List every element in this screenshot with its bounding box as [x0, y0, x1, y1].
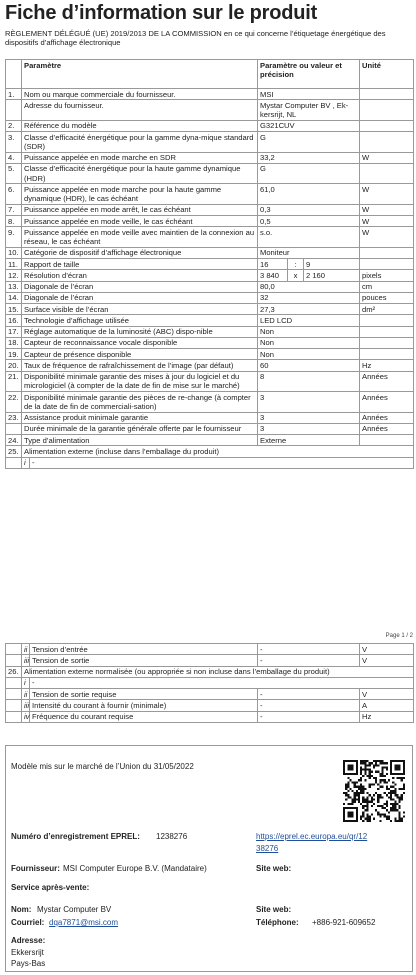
sub-value: - — [258, 700, 360, 711]
address-label: Adresse: — [11, 936, 46, 945]
row-unit — [360, 89, 414, 100]
empty-cell — [6, 457, 22, 468]
sub-label: Tension d’entrée — [30, 644, 258, 655]
row-value: 3 — [258, 412, 360, 423]
product-info-table — [5, 59, 414, 469]
row-unit — [360, 337, 414, 348]
row-value: G — [258, 132, 360, 153]
row-label: Classe d’efficacité énergétique pour la gamme dyna-mique standard (SDR) — [22, 132, 258, 153]
row-label: Type d’alimentation — [22, 435, 258, 446]
row-unit — [360, 315, 414, 326]
row-unit: Années — [360, 371, 414, 392]
row-number: 13. — [6, 281, 22, 292]
eprel-number: 1238276 — [156, 832, 188, 841]
header-value: Paramètre ou valeur et précision — [258, 60, 360, 89]
website-label-1: Site web: — [256, 864, 292, 873]
name-value: Mystar Computer BV — [37, 905, 112, 914]
qr-code-icon — [343, 760, 405, 822]
row-label: Adresse du fournisseur. — [22, 100, 258, 121]
row-label: Résolution d’écran — [22, 270, 258, 281]
row-value: G321CUV — [258, 120, 360, 131]
table-row — [6, 132, 414, 153]
eprel-label: Numéro d’enregistrement EPREL: — [11, 832, 140, 841]
table-row — [6, 152, 414, 163]
table-row — [6, 259, 414, 270]
row-number: 12. — [6, 270, 22, 281]
row-value: 27,3 — [258, 304, 360, 315]
email-link[interactable]: dqa7871@msi.com — [49, 918, 119, 927]
row-label: Référence du modèle — [22, 120, 258, 131]
row-value-2: 2 160 — [304, 270, 360, 281]
product-info-table-continued — [5, 643, 414, 723]
empty-cell — [6, 644, 22, 655]
eprel-link-cont[interactable]: 38276 — [256, 844, 279, 853]
page-title: Fiche d’information sur le produit — [5, 2, 318, 24]
row-label: Technologie d’affichage utilisée — [22, 315, 258, 326]
row-label: Surface visible de l’écran — [22, 304, 258, 315]
sub-value: - — [258, 655, 360, 666]
row-unit — [360, 247, 414, 258]
sub-roman: ii — [22, 644, 30, 655]
row-value: LED LCD — [258, 315, 360, 326]
page-number: Page 1 / 2 — [385, 633, 413, 639]
row-number: 4. — [6, 152, 22, 163]
table-row — [6, 435, 414, 446]
row-label: Durée minimale de la garantie générale offerte par le fournisseur — [22, 423, 258, 434]
row-label: Alimentation externe normalisée (ou appropriée si non incluse dans l’emballage du produit) — [22, 666, 414, 677]
row-number: 26. — [6, 666, 22, 677]
table-row — [6, 163, 414, 184]
table-row — [6, 644, 414, 655]
row-unit — [360, 259, 414, 270]
row-label: Disponibilité minimale garantie des mises à jour du logiciel et du micrologiciel (à compter de la date de fin de mise sur le marché) — [22, 371, 258, 392]
row-number: 24. — [6, 435, 22, 446]
address-line-2: Pays-Bas — [11, 959, 46, 968]
row-unit: pixels — [360, 270, 414, 281]
table-row — [6, 349, 414, 360]
header-param: Paramètre — [22, 60, 258, 89]
table-row — [6, 227, 414, 248]
row-number: 20. — [6, 360, 22, 371]
table-row — [6, 326, 414, 337]
row-unit: dm² — [360, 304, 414, 315]
row-unit: W — [360, 216, 414, 227]
row-unit — [360, 349, 414, 360]
row-number: 11. — [6, 259, 22, 270]
row-label: Assistance produit minimale garantie — [22, 412, 258, 423]
row-label: Nom ou marque commerciale du fournisseur. — [22, 89, 258, 100]
row-value: 3 — [258, 392, 360, 413]
empty-cell — [6, 700, 22, 711]
row-unit: cm — [360, 281, 414, 292]
row-value: 60 — [258, 360, 360, 371]
supplier-info-section — [5, 745, 413, 972]
row-unit: W — [360, 152, 414, 163]
sub-unit: Hz — [360, 711, 414, 722]
row-value: Externe — [258, 435, 360, 446]
row-number: 7. — [6, 204, 22, 215]
row-value-1: 16 — [258, 259, 288, 270]
sub-unit: V — [360, 655, 414, 666]
row-value: 61,0 — [258, 184, 360, 205]
row-value: 8 — [258, 371, 360, 392]
row-separator: : — [288, 259, 304, 270]
row-value: 80,0 — [258, 281, 360, 292]
market-date: Modèle mis sur le marché de l’Union du 31/05/2022 — [11, 762, 194, 771]
row-value: MSI — [258, 89, 360, 100]
row-unit — [360, 435, 414, 446]
after-sales-label: Service après-vente: — [11, 883, 90, 892]
table-row — [6, 247, 414, 258]
table-row — [6, 216, 414, 227]
row-number: 16. — [6, 315, 22, 326]
row-value: G — [258, 163, 360, 184]
row-label: Capteur de présence disponible — [22, 349, 258, 360]
row-value: s.o. — [258, 227, 360, 248]
table-row — [6, 270, 414, 281]
row-label: Puissance appelée en mode veille avec maintien de la connexion au réseau, le cas échéant — [22, 227, 258, 248]
table-row — [6, 446, 414, 457]
table-row — [6, 711, 414, 722]
eprel-link[interactable]: https://eprel.ec.europa.eu/qr/12 — [256, 832, 368, 841]
row-value: 32 — [258, 292, 360, 303]
phone-value: +886-921-609652 — [312, 918, 376, 927]
row-number: 15. — [6, 304, 22, 315]
sub-roman: iii — [22, 700, 30, 711]
table-row — [6, 423, 414, 434]
sub-value: - — [30, 457, 414, 468]
row-unit: W — [360, 184, 414, 205]
sub-roman: iv — [22, 711, 30, 722]
row-value: Moniteur — [258, 247, 360, 258]
row-number: 25. — [6, 446, 22, 457]
row-label: Catégorie de dispositif d’affichage électronique — [22, 247, 258, 258]
empty-cell — [6, 655, 22, 666]
table-row — [6, 204, 414, 215]
table-row — [6, 392, 414, 413]
table-header-row — [6, 60, 414, 89]
row-unit — [360, 326, 414, 337]
sub-value: - — [258, 644, 360, 655]
sub-label: Fréquence du courant requise — [30, 711, 258, 722]
table-row — [6, 360, 414, 371]
row-unit — [360, 100, 414, 121]
row-unit — [360, 132, 414, 153]
row-label: Puissance appelée en mode marche pour la haute gamme dynamique (HDR), le cas échéant — [22, 184, 258, 205]
sub-roman: ii — [22, 689, 30, 700]
empty-cell — [6, 711, 22, 722]
row-unit: W — [360, 227, 414, 248]
row-unit: W — [360, 204, 414, 215]
sub-label: - — [30, 677, 414, 688]
sub-roman: iii — [22, 655, 30, 666]
table-row — [6, 89, 414, 100]
row-number: 5. — [6, 163, 22, 184]
empty-cell — [6, 689, 22, 700]
row-unit — [360, 120, 414, 131]
sub-value: - — [258, 689, 360, 700]
table-row — [6, 457, 414, 468]
row-unit: Années — [360, 392, 414, 413]
table-row — [6, 412, 414, 423]
row-unit — [360, 163, 414, 184]
row-unit: Années — [360, 423, 414, 434]
address-line-1: Ekkersrijt — [11, 948, 44, 957]
row-number: 3. — [6, 132, 22, 153]
row-unit: pouces — [360, 292, 414, 303]
regulation-text: RÈGLEMENT DÉLÉGUÉ (UE) 2019/2013 DE LA COMMISSION en ce qui concerne l’étiquetage énergétique des dispositifs d’affichage électronique — [5, 29, 386, 48]
row-label: Disponibilité minimale garantie des pièces de re-change (à compter de la date de fin de commerciali-sation) — [22, 392, 258, 413]
row-number — [6, 100, 22, 121]
table-row — [6, 666, 414, 677]
sub-roman: i — [22, 677, 30, 688]
row-label: Puissance appelée en mode veille, le cas échéant — [22, 216, 258, 227]
table-row — [6, 281, 414, 292]
sub-unit: V — [360, 644, 414, 655]
table-row — [6, 292, 414, 303]
row-label: Réglage automatique de la luminosité (ABC) dispo-nible — [22, 326, 258, 337]
row-value: Non — [258, 326, 360, 337]
table-row — [6, 315, 414, 326]
row-label: Puissance appelée en mode arrêt, le cas échéant — [22, 204, 258, 215]
table-row — [6, 689, 414, 700]
row-value: 33,2 — [258, 152, 360, 163]
table-row — [6, 120, 414, 131]
sub-label: Intensité du courant à fournir (minimale) — [30, 700, 258, 711]
row-number: 9. — [6, 227, 22, 248]
phone-label: Téléphone: — [256, 918, 299, 927]
row-number: 1. — [6, 89, 22, 100]
table-row — [6, 100, 414, 121]
table-row — [6, 371, 414, 392]
table-row — [6, 677, 414, 688]
row-value: 3 — [258, 423, 360, 434]
row-number — [6, 423, 22, 434]
row-separator: x — [288, 270, 304, 281]
row-number: 21. — [6, 371, 22, 392]
sub-roman: i — [22, 457, 30, 468]
row-number: 2. — [6, 120, 22, 131]
table-row — [6, 337, 414, 348]
row-number: 18. — [6, 337, 22, 348]
row-number: 6. — [6, 184, 22, 205]
row-unit: Années — [360, 412, 414, 423]
row-value: 0,3 — [258, 204, 360, 215]
sub-label: Tension de sortie — [30, 655, 258, 666]
row-label: Taux de fréquence de rafraîchissement de l’image (par défaut) — [22, 360, 258, 371]
table-row — [6, 655, 414, 666]
row-label: Capteur de reconnaissance vocale disponible — [22, 337, 258, 348]
row-value: Non — [258, 337, 360, 348]
supplier-label: Fournisseur: — [11, 864, 60, 873]
sub-value: - — [258, 711, 360, 722]
row-number: 22. — [6, 392, 22, 413]
row-label: Classe d’efficacité énergétique pour la haute gamme dynamique (HDR) — [22, 163, 258, 184]
row-unit: Hz — [360, 360, 414, 371]
empty-cell — [6, 677, 22, 688]
row-number: 14. — [6, 292, 22, 303]
sub-unit: A — [360, 700, 414, 711]
row-value-2: 9 — [304, 259, 360, 270]
sub-unit: V — [360, 689, 414, 700]
email-label: Courriel: — [11, 918, 45, 927]
row-number: 17. — [6, 326, 22, 337]
table-row — [6, 700, 414, 711]
row-label: Diagonale de l’écran — [22, 292, 258, 303]
name-label: Nom: — [11, 905, 32, 914]
header-unit: Unité — [360, 60, 414, 89]
row-value: 0,5 — [258, 216, 360, 227]
row-number: 8. — [6, 216, 22, 227]
row-number: 10. — [6, 247, 22, 258]
row-number: 19. — [6, 349, 22, 360]
website-label-2: Site web: — [256, 905, 292, 914]
table-row — [6, 184, 414, 205]
row-label: Diagonale de l’écran — [22, 281, 258, 292]
row-label: Puissance appelée en mode marche en SDR — [22, 152, 258, 163]
table-row — [6, 304, 414, 315]
row-label: Alimentation externe (incluse dans l’emballage du produit) — [22, 446, 414, 457]
row-label: Rapport de taille — [22, 259, 258, 270]
row-number: 23. — [6, 412, 22, 423]
sub-label: Tension de sortie requise — [30, 689, 258, 700]
row-value-1: 3 840 — [258, 270, 288, 281]
supplier-value: MSI Computer Europe B.V. (Mandataire) — [63, 864, 207, 873]
row-value: Mystar Computer BV , Ek-kersrijt, NL — [258, 100, 360, 121]
row-value: Non — [258, 349, 360, 360]
